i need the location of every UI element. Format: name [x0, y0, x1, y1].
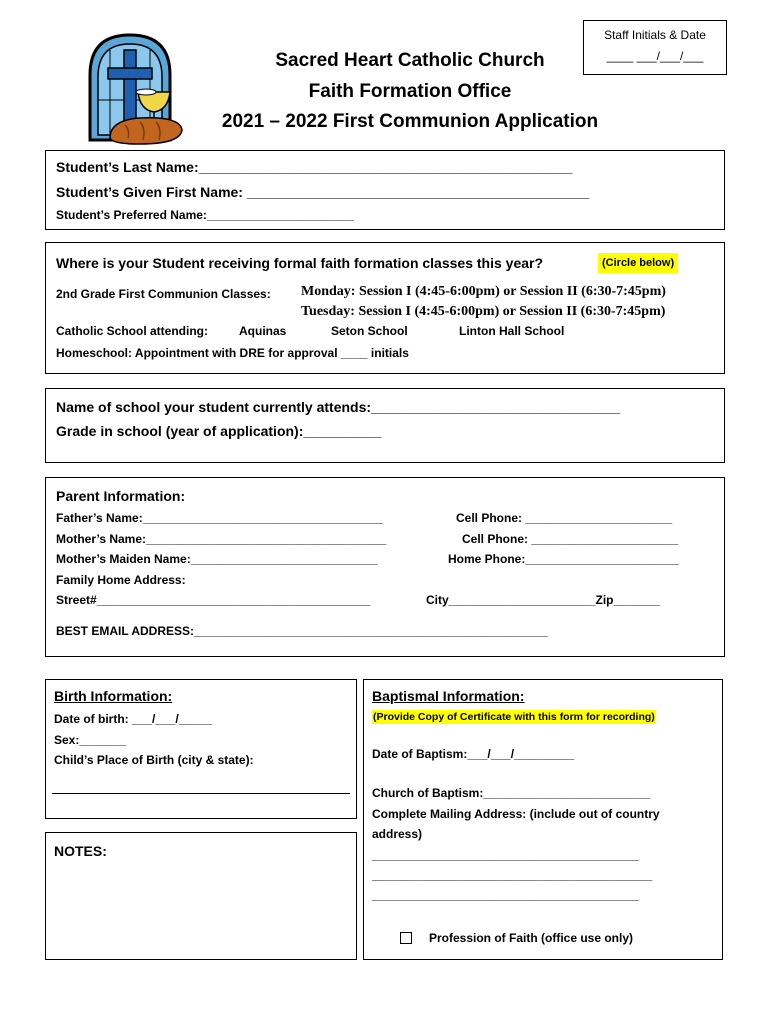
- homeschool-line[interactable]: Homeschool: Appointment with DRE for approval ____ initials: [56, 346, 409, 360]
- given-name-field[interactable]: Student’s Given First Name: ____________________________________________: [56, 184, 590, 200]
- mother-name-field[interactable]: Mother’s Name:____________________________________: [56, 532, 387, 546]
- church-logo-icon: [80, 30, 195, 150]
- mailing-address-line-2[interactable]: __________________________________________: [372, 868, 653, 882]
- mother-maiden-name-field[interactable]: Mother’s Maiden Name:____________________________: [56, 552, 378, 566]
- staff-initials-line[interactable]: ____ ___/___/___: [606, 49, 704, 63]
- parent-heading: Parent Information:: [56, 488, 186, 504]
- classes-question: Where is your Student receiving formal faith formation classes this year?: [56, 255, 544, 271]
- grade-field[interactable]: Grade in school (year of application):__________: [56, 423, 382, 439]
- city-zip-field[interactable]: City______________________Zip_______: [426, 593, 661, 607]
- baptism-section: [363, 679, 723, 960]
- tuesday-sessions[interactable]: Tuesday: Session I (4:45-6:00pm) or Session II (6:30-7:45pm): [301, 304, 666, 319]
- birth-heading: Birth Information:: [54, 688, 173, 704]
- street-field[interactable]: Street#_________________________________________: [56, 593, 371, 607]
- birth-section: [45, 679, 357, 819]
- father-name-field[interactable]: Father’s Name:____________________________________: [56, 511, 383, 525]
- email-field[interactable]: BEST EMAIL ADDRESS:_____________________________________________________: [56, 624, 548, 638]
- mailing-address-line-3[interactable]: ________________________________________: [372, 888, 639, 902]
- last-name-field[interactable]: Student’s Last Name:________________________________________________: [56, 159, 573, 175]
- home-address-label: Family Home Address:: [56, 573, 186, 587]
- staff-initials-label: Staff Initials & Date: [604, 28, 706, 42]
- home-phone-field[interactable]: Home Phone:_______________________: [448, 552, 679, 566]
- mailing-address-label: Complete Mailing Address: (include out of country: [372, 807, 660, 821]
- school-name-field[interactable]: Name of school your student currently attends:________________________________: [56, 399, 621, 415]
- school-option-aquinas[interactable]: Aquinas: [239, 324, 287, 338]
- classes-section: [45, 242, 725, 374]
- office-name: Faith Formation Office: [308, 81, 512, 102]
- baptism-date-field[interactable]: Date of Baptism:___/___/_________: [372, 747, 575, 761]
- church-name: Sacred Heart Catholic Church: [275, 50, 545, 71]
- mailing-address-line-1[interactable]: ________________________________________: [372, 848, 639, 862]
- birth-place-line[interactable]: [52, 793, 350, 794]
- application-title: 2021 – 2022 First Communion Application: [221, 111, 599, 132]
- school-option-linton-hall[interactable]: Linton Hall School: [459, 324, 565, 338]
- student-name-section: [45, 150, 725, 230]
- catholic-school-label: Catholic School attending:: [56, 324, 208, 338]
- school-option-seton[interactable]: Seton School: [331, 324, 408, 338]
- baptism-church-field[interactable]: Church of Baptism:_________________________: [372, 786, 651, 800]
- notes-heading: NOTES:: [54, 843, 107, 859]
- circle-below-note: (Circle below): [598, 253, 678, 273]
- baptism-certificate-note: (Provide Copy of Certificate with this form for recording): [373, 711, 655, 723]
- mailing-address-label-cont: address): [372, 827, 423, 841]
- sex-field[interactable]: Sex:_______: [54, 733, 127, 747]
- date-of-birth-field[interactable]: Date of birth: ___/___/_____: [54, 712, 213, 726]
- father-cell-phone-field[interactable]: Cell Phone: ______________________: [456, 511, 673, 525]
- parent-section: [45, 477, 725, 657]
- baptism-heading: Baptismal Information:: [372, 688, 525, 704]
- notes-section: [45, 832, 357, 960]
- mother-cell-phone-field[interactable]: Cell Phone: ______________________: [462, 532, 679, 546]
- second-grade-label: 2nd Grade First Communion Classes:: [56, 287, 271, 301]
- current-school-section: [45, 388, 725, 463]
- birth-place-label: Child’s Place of Birth (city & state):: [54, 753, 254, 767]
- profession-of-faith-checkbox[interactable]: [400, 932, 412, 944]
- preferred-name-field[interactable]: Student’s Preferred Name:______________________: [56, 208, 354, 222]
- profession-of-faith-label: Profession of Faith (office use only): [429, 931, 634, 945]
- monday-sessions[interactable]: Monday: Session I (4:45-6:00pm) or Session II (6:30-7:45pm): [301, 284, 666, 299]
